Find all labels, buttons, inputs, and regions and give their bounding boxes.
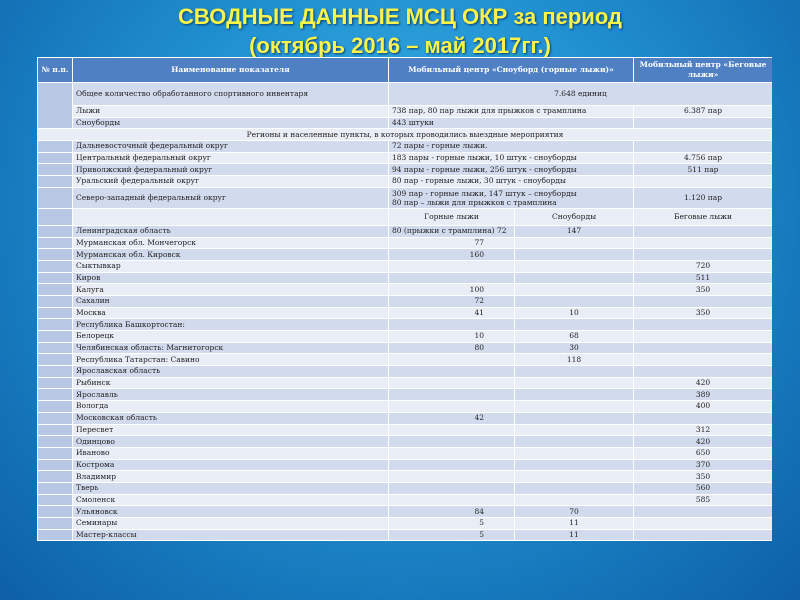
city-name: Сыктывкар <box>73 260 389 272</box>
nw-district-name: Северо-западный федеральный округ <box>73 187 389 208</box>
row-num-cell <box>38 366 73 378</box>
city-snowboards: 10 <box>515 307 634 319</box>
header-row <box>38 58 773 83</box>
city-snowboards <box>515 284 634 296</box>
city-name: Рыбинск <box>73 377 389 389</box>
district-row <box>38 164 773 176</box>
city-name: Ульяновск <box>73 506 389 518</box>
city-name: Москва <box>73 307 389 319</box>
city-name: Калуга <box>73 284 389 296</box>
city-name: Тверь <box>73 482 389 494</box>
city-running <box>634 319 772 331</box>
subheader-row <box>38 208 773 225</box>
skis-running: 6.387 пар <box>634 106 772 118</box>
snowboards-snowboard: 443 штуки <box>389 117 634 129</box>
city-name: Сахалин <box>73 295 389 307</box>
snowboards-running <box>634 117 772 129</box>
row-num-cell <box>38 412 73 424</box>
district-snowboard: 80 пар - горные лыжи, 30 штук - сноуборды <box>389 176 634 188</box>
city-running <box>634 366 772 378</box>
city-name: Пересвет <box>73 424 389 436</box>
row-num-cell <box>38 424 73 436</box>
city-running: 650 <box>634 447 772 459</box>
city-row <box>38 272 773 284</box>
row-num-cell <box>38 354 73 366</box>
city-row <box>38 412 773 424</box>
district-running: 4.756 пар <box>634 152 772 164</box>
city-row <box>38 401 773 413</box>
row-num-cell <box>38 319 73 331</box>
district-name: Центральный федеральный округ <box>73 152 389 164</box>
city-row <box>38 506 773 518</box>
city-alpine: 72 <box>389 295 515 307</box>
city-name: Мурманская обл. Кировск <box>73 249 389 261</box>
row-num-cell <box>38 482 73 494</box>
city-row <box>38 518 773 530</box>
city-running <box>634 342 772 354</box>
city-snowboards <box>515 295 634 307</box>
regions-header: Регионы и населенные пункты, в которых проводились выездные мероприятия <box>38 129 773 141</box>
subheader-running: Беговые лыжи <box>634 208 772 225</box>
city-running <box>634 518 772 530</box>
city-snowboards <box>515 447 634 459</box>
summary-table-container <box>37 57 772 600</box>
row-num-cell <box>38 83 73 129</box>
city-row <box>38 436 773 448</box>
city-running <box>634 529 772 541</box>
city-running <box>634 295 772 307</box>
row-num-cell <box>38 272 73 284</box>
row-num-cell <box>38 342 73 354</box>
inventory-value: 7.648 единиц <box>389 83 773 106</box>
district-row <box>38 152 773 164</box>
city-snowboards: 30 <box>515 342 634 354</box>
summary-table <box>37 57 772 541</box>
city-snowboards <box>515 494 634 506</box>
city-alpine <box>389 354 515 366</box>
row-num-cell <box>38 471 73 483</box>
city-row <box>38 447 773 459</box>
city-running: 312 <box>634 424 772 436</box>
city-alpine: 10 <box>389 331 515 343</box>
district-running <box>634 141 772 153</box>
city-row <box>38 225 773 237</box>
title-line-1: СВОДНЫЕ ДАННЫЕ МСЦ ОКР за период <box>178 4 622 29</box>
city-snowboards <box>515 260 634 272</box>
city-snowboards <box>515 424 634 436</box>
city-name: Московская область <box>73 412 389 424</box>
city-running: 389 <box>634 389 772 401</box>
header-num: № п.п. <box>38 58 73 83</box>
nw-district-running: 1.120 пар <box>634 187 772 208</box>
city-alpine: 42 <box>389 412 515 424</box>
city-row <box>38 424 773 436</box>
city-alpine <box>389 482 515 494</box>
city-row <box>38 249 773 261</box>
city-snowboards <box>515 436 634 448</box>
city-row <box>38 331 773 343</box>
city-running <box>634 237 772 249</box>
inventory-label: Общее количество обработанного спортивного инвентаря <box>73 83 389 106</box>
city-snowboards <box>515 412 634 424</box>
nw-district-snowboard <box>389 187 634 208</box>
subheader-alpine: Горные лыжи <box>389 208 515 225</box>
row-num-cell <box>38 152 73 164</box>
header-snowboard-center: Мобильный центр «Сноуборд (горные лыжи)» <box>389 58 634 83</box>
city-alpine: 80 <box>389 342 515 354</box>
district-snowboard: 72 пары - горные лыжи. <box>389 141 634 153</box>
city-alpine <box>389 401 515 413</box>
city-snowboards <box>515 389 634 401</box>
district-row <box>38 176 773 188</box>
city-snowboards <box>515 482 634 494</box>
row-num-cell <box>38 518 73 530</box>
city-snowboards <box>515 471 634 483</box>
city-alpine <box>389 260 515 272</box>
city-name: Ярославль <box>73 389 389 401</box>
header-running-center: Мобильный центр «Беговые лыжи» <box>634 58 772 83</box>
city-row <box>38 494 773 506</box>
city-running: 400 <box>634 401 772 413</box>
city-alpine: 160 <box>389 249 515 261</box>
city-running: 350 <box>634 471 772 483</box>
city-name: Владимир <box>73 471 389 483</box>
city-alpine: 80 (прыжки с трамплина) 72 <box>389 225 515 237</box>
city-row <box>38 459 773 471</box>
skis-snowboard: 738 пар, 80 пар лыжи для прыжков с трамплина <box>389 106 634 118</box>
city-alpine <box>389 424 515 436</box>
row-num-cell <box>38 377 73 389</box>
city-running: 350 <box>634 307 772 319</box>
city-row <box>38 342 773 354</box>
city-row <box>38 307 773 319</box>
city-snowboards <box>515 249 634 261</box>
city-row <box>38 377 773 389</box>
row-num-cell <box>38 331 73 343</box>
row-num-cell <box>38 401 73 413</box>
snowboards-label: Сноуборды <box>73 117 389 129</box>
city-row <box>38 354 773 366</box>
city-snowboards <box>515 377 634 389</box>
city-row <box>38 529 773 541</box>
city-snowboards <box>515 401 634 413</box>
city-row <box>38 319 773 331</box>
city-name: Смоленск <box>73 494 389 506</box>
row-num-cell <box>38 307 73 319</box>
city-alpine: 5 <box>389 518 515 530</box>
city-running <box>634 249 772 261</box>
row-num-cell <box>38 176 73 188</box>
district-running: 511 пар <box>634 164 772 176</box>
row-num-cell <box>38 529 73 541</box>
row-num-cell <box>38 436 73 448</box>
skis-row <box>38 106 773 118</box>
district-snowboard: 183 пары - горные лыжи, 10 штук - сноуборды <box>389 152 634 164</box>
row-num-cell <box>38 187 73 208</box>
city-alpine <box>389 319 515 331</box>
row-num-cell <box>38 164 73 176</box>
city-snowboards: 68 <box>515 331 634 343</box>
nw-district-line-1: 309 пар - горные лыжи, 147 штук – сноуборды <box>392 188 577 198</box>
row-num-cell <box>38 506 73 518</box>
city-row <box>38 284 773 296</box>
city-alpine <box>389 366 515 378</box>
row-num-cell <box>38 208 73 225</box>
city-alpine: 5 <box>389 529 515 541</box>
district-name: Уральский федеральный округ <box>73 176 389 188</box>
city-name: Ярославская область <box>73 366 389 378</box>
nw-district-row <box>38 187 773 208</box>
city-alpine <box>389 471 515 483</box>
city-running <box>634 354 772 366</box>
row-num-cell <box>38 141 73 153</box>
city-snowboards: 118 <box>515 354 634 366</box>
city-alpine <box>389 377 515 389</box>
district-name: Приволжский федеральный округ <box>73 164 389 176</box>
city-running <box>634 331 772 343</box>
city-name: Киров <box>73 272 389 284</box>
city-snowboards: 147 <box>515 225 634 237</box>
row-num-cell <box>38 389 73 401</box>
district-row <box>38 141 773 153</box>
city-name: Мурманская обл. Мончегорск <box>73 237 389 249</box>
city-running: 585 <box>634 494 772 506</box>
city-row <box>38 366 773 378</box>
city-row <box>38 260 773 272</box>
city-running: 511 <box>634 272 772 284</box>
city-alpine: 84 <box>389 506 515 518</box>
header-indicator: Наименование показателя <box>73 58 389 83</box>
district-running <box>634 176 772 188</box>
city-alpine <box>389 447 515 459</box>
city-snowboards: 70 <box>515 506 634 518</box>
skis-label: Лыжи <box>73 106 389 118</box>
row-num-cell <box>38 295 73 307</box>
inventory-row <box>38 83 773 106</box>
city-name: Белорецк <box>73 331 389 343</box>
city-running <box>634 506 772 518</box>
snowboards-row <box>38 117 773 129</box>
nw-district-line-2: 80 пар – лыжи для прыжков с трамплина <box>392 197 557 207</box>
city-running <box>634 412 772 424</box>
city-row <box>38 237 773 249</box>
city-name: Мастер-классы <box>73 529 389 541</box>
row-num-cell <box>38 249 73 261</box>
subheader-snowboards: Сноуборды <box>515 208 634 225</box>
row-num-cell <box>38 447 73 459</box>
city-alpine: 41 <box>389 307 515 319</box>
city-name: Кострома <box>73 459 389 471</box>
row-num-cell <box>38 494 73 506</box>
city-running <box>634 225 772 237</box>
city-running: 420 <box>634 377 772 389</box>
city-snowboards: 11 <box>515 529 634 541</box>
city-running: 560 <box>634 482 772 494</box>
city-alpine <box>389 389 515 401</box>
city-snowboards: 11 <box>515 518 634 530</box>
city-row <box>38 295 773 307</box>
regions-header-row <box>38 129 773 141</box>
city-alpine <box>389 436 515 448</box>
row-num-cell <box>38 260 73 272</box>
city-snowboards <box>515 319 634 331</box>
city-snowboards <box>515 237 634 249</box>
city-snowboards <box>515 366 634 378</box>
city-name: Одинцово <box>73 436 389 448</box>
city-name: Челябинская область: Магнитогорск <box>73 342 389 354</box>
row-num-cell <box>38 459 73 471</box>
page-title <box>0 2 800 60</box>
city-name: Республика Татарстан: Савино <box>73 354 389 366</box>
subheader-blank <box>73 208 389 225</box>
city-name: Семинары <box>73 518 389 530</box>
row-num-cell <box>38 225 73 237</box>
city-alpine <box>389 494 515 506</box>
city-alpine: 77 <box>389 237 515 249</box>
city-snowboards <box>515 459 634 471</box>
city-name: Ленинградская область <box>73 225 389 237</box>
city-name: Республика Башкортостан: <box>73 319 389 331</box>
city-running: 720 <box>634 260 772 272</box>
row-num-cell <box>38 237 73 249</box>
city-row <box>38 471 773 483</box>
city-running: 420 <box>634 436 772 448</box>
city-name: Вологда <box>73 401 389 413</box>
city-running: 350 <box>634 284 772 296</box>
district-name: Дальневосточный федеральный округ <box>73 141 389 153</box>
city-running: 370 <box>634 459 772 471</box>
row-num-cell <box>38 284 73 296</box>
city-snowboards <box>515 272 634 284</box>
city-row <box>38 389 773 401</box>
title-line-2: (октябрь 2016 – май 2017гг.) <box>249 33 551 58</box>
city-alpine: 100 <box>389 284 515 296</box>
city-name: Иваново <box>73 447 389 459</box>
district-snowboard: 94 пары - горные лыжи, 256 штук - сноуборды <box>389 164 634 176</box>
city-row <box>38 482 773 494</box>
city-alpine <box>389 272 515 284</box>
city-alpine <box>389 459 515 471</box>
